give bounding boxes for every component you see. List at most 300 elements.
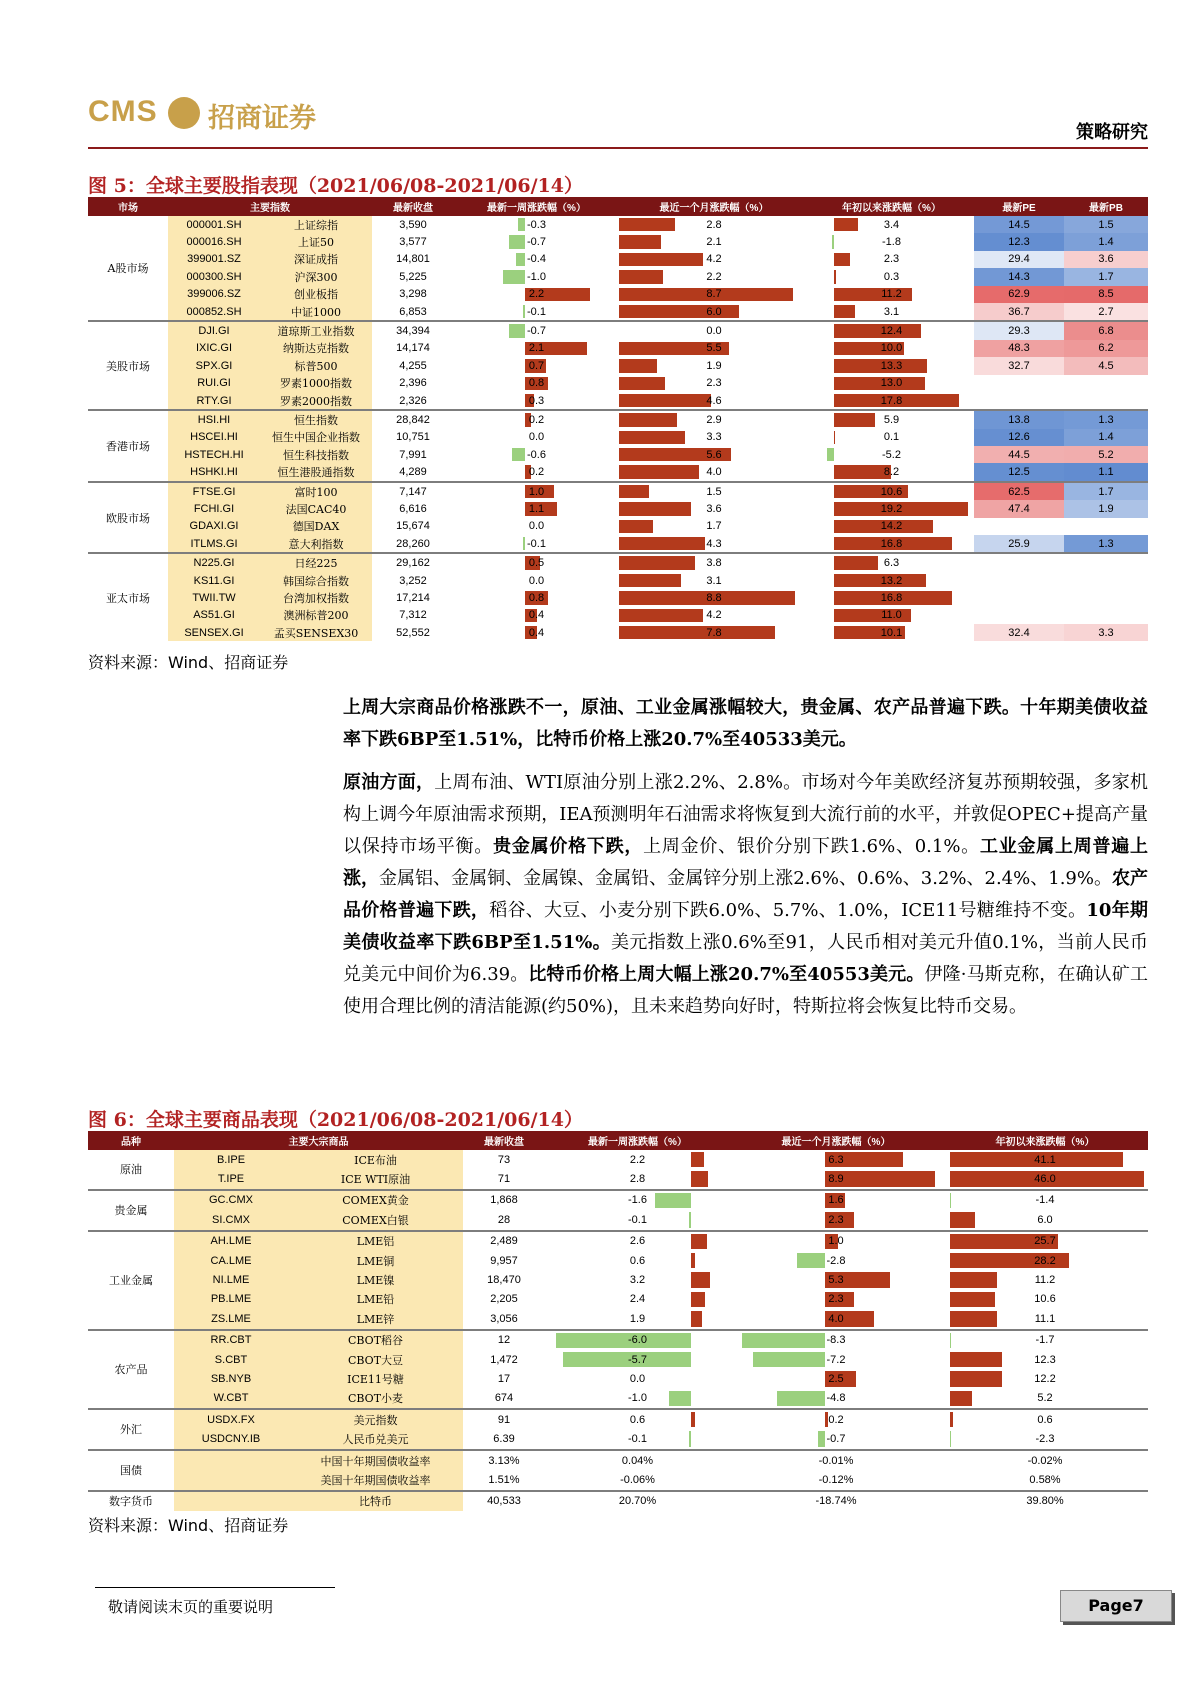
index-name: 纳斯达克指数 [260,340,372,357]
weekly-change-value: 1.0 [528,485,545,498]
cms-logo-emblem-icon [168,97,200,129]
ytd-change-value: 13.0 [880,377,903,390]
pb-value [1064,553,1148,571]
monthly-change-value: -0.12% [818,1473,854,1486]
index-name: 孟买SENSEX30 [260,624,372,641]
category-label: 外汇 [120,1423,142,1437]
monthly-change-cell [619,518,809,535]
close-value: 3,252 [399,574,427,587]
monthly-change-bar [619,609,703,622]
index-code: ITLMS.GI [168,535,260,553]
ytd-change-bar [950,1371,1001,1386]
monthly-change-cell [730,1290,942,1309]
close-value: 14,801 [396,253,430,266]
weekly-change-value: -1.0 [527,270,546,283]
commodity-code: GC.CMX [174,1190,288,1210]
close-value: 6.39 [493,1433,515,1446]
monthly-change-value: 4.0 [706,466,722,479]
monthly-change-value: 4.3 [706,537,722,550]
close-value: 7,312 [399,609,427,622]
monthly-change-cell [730,1309,942,1329]
commodity-code [174,1450,288,1470]
ytd-change-cell [942,1309,1148,1329]
pe-value: 32.7 [974,357,1064,374]
close-value: 15,674 [396,520,430,533]
monthly-change-cell [619,392,809,410]
ytd-change-value: 6.0 [1037,1213,1053,1226]
commodity-code: PB.LME [174,1290,288,1309]
ytd-change-value: 11.2 [1034,1274,1056,1287]
close-value: 14,174 [396,342,430,355]
monthly-change-bar [619,502,691,515]
ytd-change-cell [809,518,974,535]
weekly-change-value: 2.6 [629,1235,646,1248]
ytd-change-value: 0.6 [1037,1413,1053,1426]
index-code: 000300.SH [168,268,260,285]
weekly-change-bar [523,305,525,318]
commodity-name: ICE WTI原油 [288,1169,463,1189]
para-bold-segment: 工业金属上周普遍上涨， [343,836,1149,889]
index-code: 000016.SH [168,233,260,250]
index-code: 399006.SZ [168,286,260,303]
monthly-change-bar [619,413,677,426]
weekly-change-value: 0.6 [629,1413,646,1426]
ytd-change-cell [809,340,974,357]
pe-value [974,589,1064,606]
ytd-change-bar [834,270,836,283]
monthly-change-cell [619,340,809,357]
weekly-change-bar [691,1292,705,1307]
weekly-change-value: -1.6 [628,1194,647,1207]
commodity-name: 比特币 [288,1491,463,1511]
monthly-change-bar [619,235,661,248]
ytd-change-value: 19.2 [880,502,903,515]
index-name: 沪深300 [260,268,372,285]
ytd-change-bar [834,218,858,231]
table-row [88,1309,1148,1329]
weekly-change-cell [454,553,619,571]
monthly-change-value: -18.74% [815,1495,857,1508]
monthly-change-cell [619,463,809,481]
market-label: 香港市场 [106,440,150,454]
weekly-change-value: 2.1 [528,342,545,355]
ytd-change-value: 28.2 [1034,1254,1056,1267]
monthly-change-cell [619,429,809,446]
close-value: 3,056 [490,1312,518,1325]
monthly-change-bar [619,431,685,444]
commodity-name: 美国十年期国债收益率 [288,1470,463,1490]
weekly-change-cell [454,268,619,285]
weekly-change-bar [556,1333,691,1348]
index-code: KS11.GI [168,572,260,589]
pb-value: 1.3 [1064,535,1148,553]
commodity-name: COMEX黄金 [288,1190,463,1210]
weekly-change-cell [454,482,619,500]
pb-value: 1.4 [1064,233,1148,250]
monthly-change-value: 3.6 [706,502,722,515]
monthly-change-bar [619,574,681,587]
ytd-change-value: 2.3 [883,253,900,266]
pb-value: 1.9 [1064,500,1148,517]
table-row [88,1450,1148,1470]
close-value: 2,489 [490,1235,518,1248]
para-bold-segment: 原油方面， [343,772,435,793]
ytd-change-bar [834,556,878,569]
table-row [88,375,1148,392]
weekly-change-bar [691,1171,708,1186]
monthly-change-cell [619,251,809,268]
ytd-change-value: -0.02% [1027,1454,1063,1467]
pe-value [974,375,1064,392]
header-cell: 主要大宗商品 [174,1131,463,1150]
close-value: 6,853 [399,305,427,318]
index-name: 富时100 [260,482,372,500]
table-row [88,303,1148,321]
pe-value: 12.3 [974,233,1064,250]
index-name: 恒生港股通指数 [260,463,372,481]
ytd-change-cell [942,1150,1148,1169]
ytd-change-cell [809,572,974,589]
table-row [88,589,1148,606]
commodity-code: RR.CBT [174,1330,288,1350]
ytd-change-value: 5.9 [883,413,900,426]
pb-value [1064,572,1148,589]
commodity-name: 中国十年期国债收益率 [288,1450,463,1470]
ytd-change-bar [950,1212,975,1227]
index-code: SENSEX.GI [168,624,260,641]
index-name: 恒生科技指数 [260,446,372,463]
table-row [88,1429,1148,1449]
commodity-code: SB.NYB [174,1369,288,1388]
monthly-change-bar [619,465,699,478]
table-row [88,1270,1148,1289]
table-row [88,251,1148,268]
ytd-change-bar [834,465,892,478]
monthly-change-bar [619,253,703,266]
table-row [88,482,1148,500]
ytd-change-value: 12.2 [1034,1372,1056,1385]
pb-value [1064,607,1148,624]
monthly-change-cell [619,535,809,553]
pb-value: 1.5 [1064,216,1148,233]
weekly-change-value: 2.8 [629,1173,646,1186]
table-row [88,535,1148,553]
monthly-change-value: -8.3 [826,1334,846,1347]
monthly-change-cell [619,321,809,339]
monthly-change-value: 2.3 [828,1213,844,1226]
monthly-change-value: 2.1 [706,236,722,249]
weekly-change-bar [691,1412,695,1427]
index-code: TWII.TW [168,589,260,606]
ytd-change-bar [950,1391,972,1406]
commodity-code [174,1470,288,1490]
table-row [88,1350,1148,1369]
pb-value: 8.5 [1064,286,1148,303]
monthly-change-value: 1.9 [706,359,722,372]
monthly-change-value: 2.3 [828,1293,844,1306]
weekly-change-value: 0.04% [621,1454,654,1467]
index-name: 标普500 [260,357,372,374]
weekly-change-cell [545,1190,730,1210]
para-segment: 美元指数上涨0.6%至91，人民币相对美元升值0.1%，当前人民币兑美元中间价为6.39。 [343,932,1148,985]
ytd-change-cell [809,303,974,321]
ytd-change-cell [809,392,974,410]
commodity-name: 美元指数 [288,1409,463,1429]
weekly-change-value: 0.0 [528,431,545,444]
monthly-change-value: 2.5 [828,1372,844,1385]
commodity-name: CBOT小麦 [288,1389,463,1409]
monthly-change-value: 4.0 [828,1312,844,1325]
weekly-change-value: 0.4 [528,609,545,622]
table-row [88,357,1148,374]
weekly-change-value: 0.0 [528,520,545,533]
ytd-change-cell [942,1270,1148,1289]
weekly-change-value: 0.0 [629,1372,646,1385]
monthly-change-cell [619,482,809,500]
index-name: 台湾加权指数 [260,589,372,606]
ytd-change-bar [834,253,850,266]
monthly-change-cell [730,1270,942,1289]
ytd-change-cell [809,233,974,250]
table-row [88,392,1148,410]
ytd-change-value: 3.4 [883,218,900,231]
pe-value: 14.5 [974,216,1064,233]
index-name: 意大利指数 [260,535,372,553]
header-cell: 市场 [88,197,168,216]
weekly-change-value: 2.2 [629,1153,646,1166]
commodity-name: ICE布油 [288,1150,463,1169]
pb-value: 5.2 [1064,446,1148,463]
index-code: HSHKI.HI [168,463,260,481]
ytd-change-value: 13.2 [880,574,903,587]
index-name: 上证50 [260,233,372,250]
ytd-change-value: -5.2 [882,448,901,461]
weekly-change-cell [454,303,619,321]
monthly-change-bar [742,1333,825,1348]
table-row [88,1491,1148,1511]
weekly-change-bar [518,218,525,231]
commodity-code [174,1491,288,1511]
monthly-change-cell [619,286,809,303]
ytd-change-cell [809,251,974,268]
commodity-paragraph [343,767,1148,1023]
ytd-change-value: 8.2 [883,466,900,479]
weekly-change-cell [454,216,619,233]
commodity-code: USDCNY.IB [174,1429,288,1449]
close-value: 12 [497,1334,511,1347]
weekly-change-value: -0.7 [527,236,546,249]
close-value: 2,205 [490,1293,518,1306]
weekly-change-value: 0.6 [629,1254,646,1267]
weekly-change-cell [454,286,619,303]
weekly-change-cell [545,1389,730,1409]
header-cell: 最新一周涨跌幅（%） [545,1131,730,1150]
index-code: 000001.SH [168,216,260,233]
para-bold-segment: 比特币价格上周大幅上涨20.7%至40553美元。 [528,964,925,985]
index-name: 罗素1000指数 [260,375,372,392]
weekly-change-cell [545,1210,730,1230]
close-value: 3.13% [488,1454,520,1467]
weekly-change-cell [454,375,619,392]
ytd-change-cell [942,1231,1148,1251]
ytd-change-bar [832,235,834,248]
ytd-change-value: 11.0 [881,609,902,622]
close-value: 10,751 [396,431,430,444]
close-value: 1,868 [490,1194,518,1207]
weekly-change-cell [454,357,619,374]
close-value: 5,225 [399,270,427,283]
footer-divider [95,1587,335,1588]
ytd-change-cell [809,410,974,428]
weekly-change-bar [512,448,525,461]
close-value: 40,533 [487,1495,521,1508]
header-cell: 最新收盘 [463,1131,545,1150]
ytd-change-bar [950,1412,953,1427]
ytd-change-cell [942,1330,1148,1350]
ytd-change-value: 14.2 [880,520,903,533]
close-value: 18,470 [487,1274,521,1287]
index-code: FTSE.GI [168,482,260,500]
weekly-change-cell [545,1369,730,1388]
index-name: 恒生中国企业指数 [260,429,372,446]
ytd-change-value: 0.3 [883,270,900,283]
weekly-change-value: -0.1 [628,1433,647,1446]
weekly-change-cell [545,1270,730,1289]
monthly-change-cell [619,500,809,517]
ytd-change-value: -1.8 [882,236,901,249]
market-label: A股市场 [107,262,149,276]
monthly-change-cell [619,268,809,285]
ytd-change-value: 11.2 [881,288,902,301]
index-code: IXIC.GI [168,340,260,357]
pb-value: 1.7 [1064,482,1148,500]
para-bold-segment: 10年期美债收益率下跌6BP至1.51%。 [343,900,1148,953]
close-value: 2,396 [399,377,427,390]
close-value: 6,616 [399,502,427,515]
ytd-change-cell [942,1389,1148,1409]
monthly-change-cell [619,216,809,233]
monthly-change-cell [730,1251,942,1270]
index-code: RTY.GI [168,392,260,410]
table-row [88,268,1148,285]
close-value: 29,162 [396,557,430,570]
weekly-change-cell [454,500,619,517]
weekly-change-bar [523,537,525,550]
monthly-change-value: 2.2 [706,270,722,283]
monthly-change-value: 5.3 [828,1274,844,1287]
commodity-code: B.IPE [174,1150,288,1169]
close-value: 3,590 [399,218,427,231]
header-cell: 最新一周涨跌幅（%） [454,197,619,216]
weekly-change-value: 2.4 [629,1293,646,1306]
monthly-change-value: 8.8 [706,591,722,604]
close-value: 73 [497,1153,511,1166]
monthly-change-bar [619,485,649,498]
ytd-change-cell [809,463,974,481]
ytd-change-cell [809,607,974,624]
monthly-change-cell [730,1210,942,1230]
ytd-change-value: 5.2 [1037,1392,1053,1405]
weekly-change-cell [454,518,619,535]
header-cell: 品种 [88,1131,174,1150]
weekly-change-bar [691,1253,695,1268]
table-row [88,429,1148,446]
table-row [88,1470,1148,1490]
index-code: FCHI.GI [168,500,260,517]
weekly-change-value: -0.3 [527,218,546,231]
ytd-change-cell [942,1290,1148,1309]
weekly-change-bar [691,1234,707,1249]
weekly-change-cell [454,429,619,446]
category-label: 工业金属 [109,1274,153,1288]
monthly-change-bar [619,377,665,390]
monthly-change-bar [797,1253,825,1268]
monthly-change-value: 1.0 [828,1235,844,1248]
commodity-code: USDX.FX [174,1409,288,1429]
close-value: 52,552 [396,626,430,639]
monthly-change-cell [619,303,809,321]
pb-value: 1.3 [1064,410,1148,428]
weekly-change-value: 3.2 [629,1274,646,1287]
monthly-change-value: 2.3 [706,377,722,390]
close-value: 9,957 [490,1254,518,1267]
monthly-change-value: 5.5 [706,342,722,355]
monthly-change-value: 7.8 [706,626,722,639]
pe-value: 62.5 [974,482,1064,500]
table-row [88,410,1148,428]
table-row [88,1210,1148,1230]
weekly-change-bar [503,270,525,283]
table-row [88,1169,1148,1189]
monthly-change-value: 1.7 [706,520,722,533]
monthly-change-value: -0.7 [826,1433,846,1446]
monthly-change-cell [619,589,809,606]
weekly-change-bar [691,1311,702,1326]
weekly-change-value: 1.9 [629,1312,646,1325]
monthly-change-cell [730,1409,942,1429]
header-cell: 最新收盘 [372,197,454,216]
monthly-change-cell [730,1190,942,1210]
company-name: 招商证券 [208,103,316,134]
monthly-change-cell [619,607,809,624]
ytd-change-cell [809,500,974,517]
weekly-change-cell [454,321,619,339]
pb-value: 6.8 [1064,321,1148,339]
close-value: 17,214 [396,591,430,604]
page-number: Page7 [1060,1590,1172,1622]
ytd-change-cell [809,429,974,446]
pb-value: 3.6 [1064,251,1148,268]
market-label: 美股市场 [106,359,150,373]
para-segment: 上周金价、银价分别下跌1.6%、0.1%。 [643,836,980,857]
ytd-change-value: 39.80% [1026,1495,1064,1508]
table-row [88,500,1148,517]
close-value: 1,472 [490,1353,518,1366]
monthly-change-value: 1.5 [706,485,722,498]
ytd-change-cell [942,1251,1148,1270]
pe-value: 62.9 [974,286,1064,303]
commodity-code: SI.CMX [174,1210,288,1230]
table-row [88,624,1148,641]
table-row [88,1231,1148,1251]
close-value: 28 [497,1213,511,1226]
monthly-change-cell [619,357,809,374]
ytd-change-value: 0.58% [1029,1473,1061,1486]
weekly-change-value: 0.7 [528,359,545,372]
table-row [88,321,1148,339]
pe-value: 48.3 [974,340,1064,357]
ytd-change-value: -1.4 [1035,1194,1055,1207]
